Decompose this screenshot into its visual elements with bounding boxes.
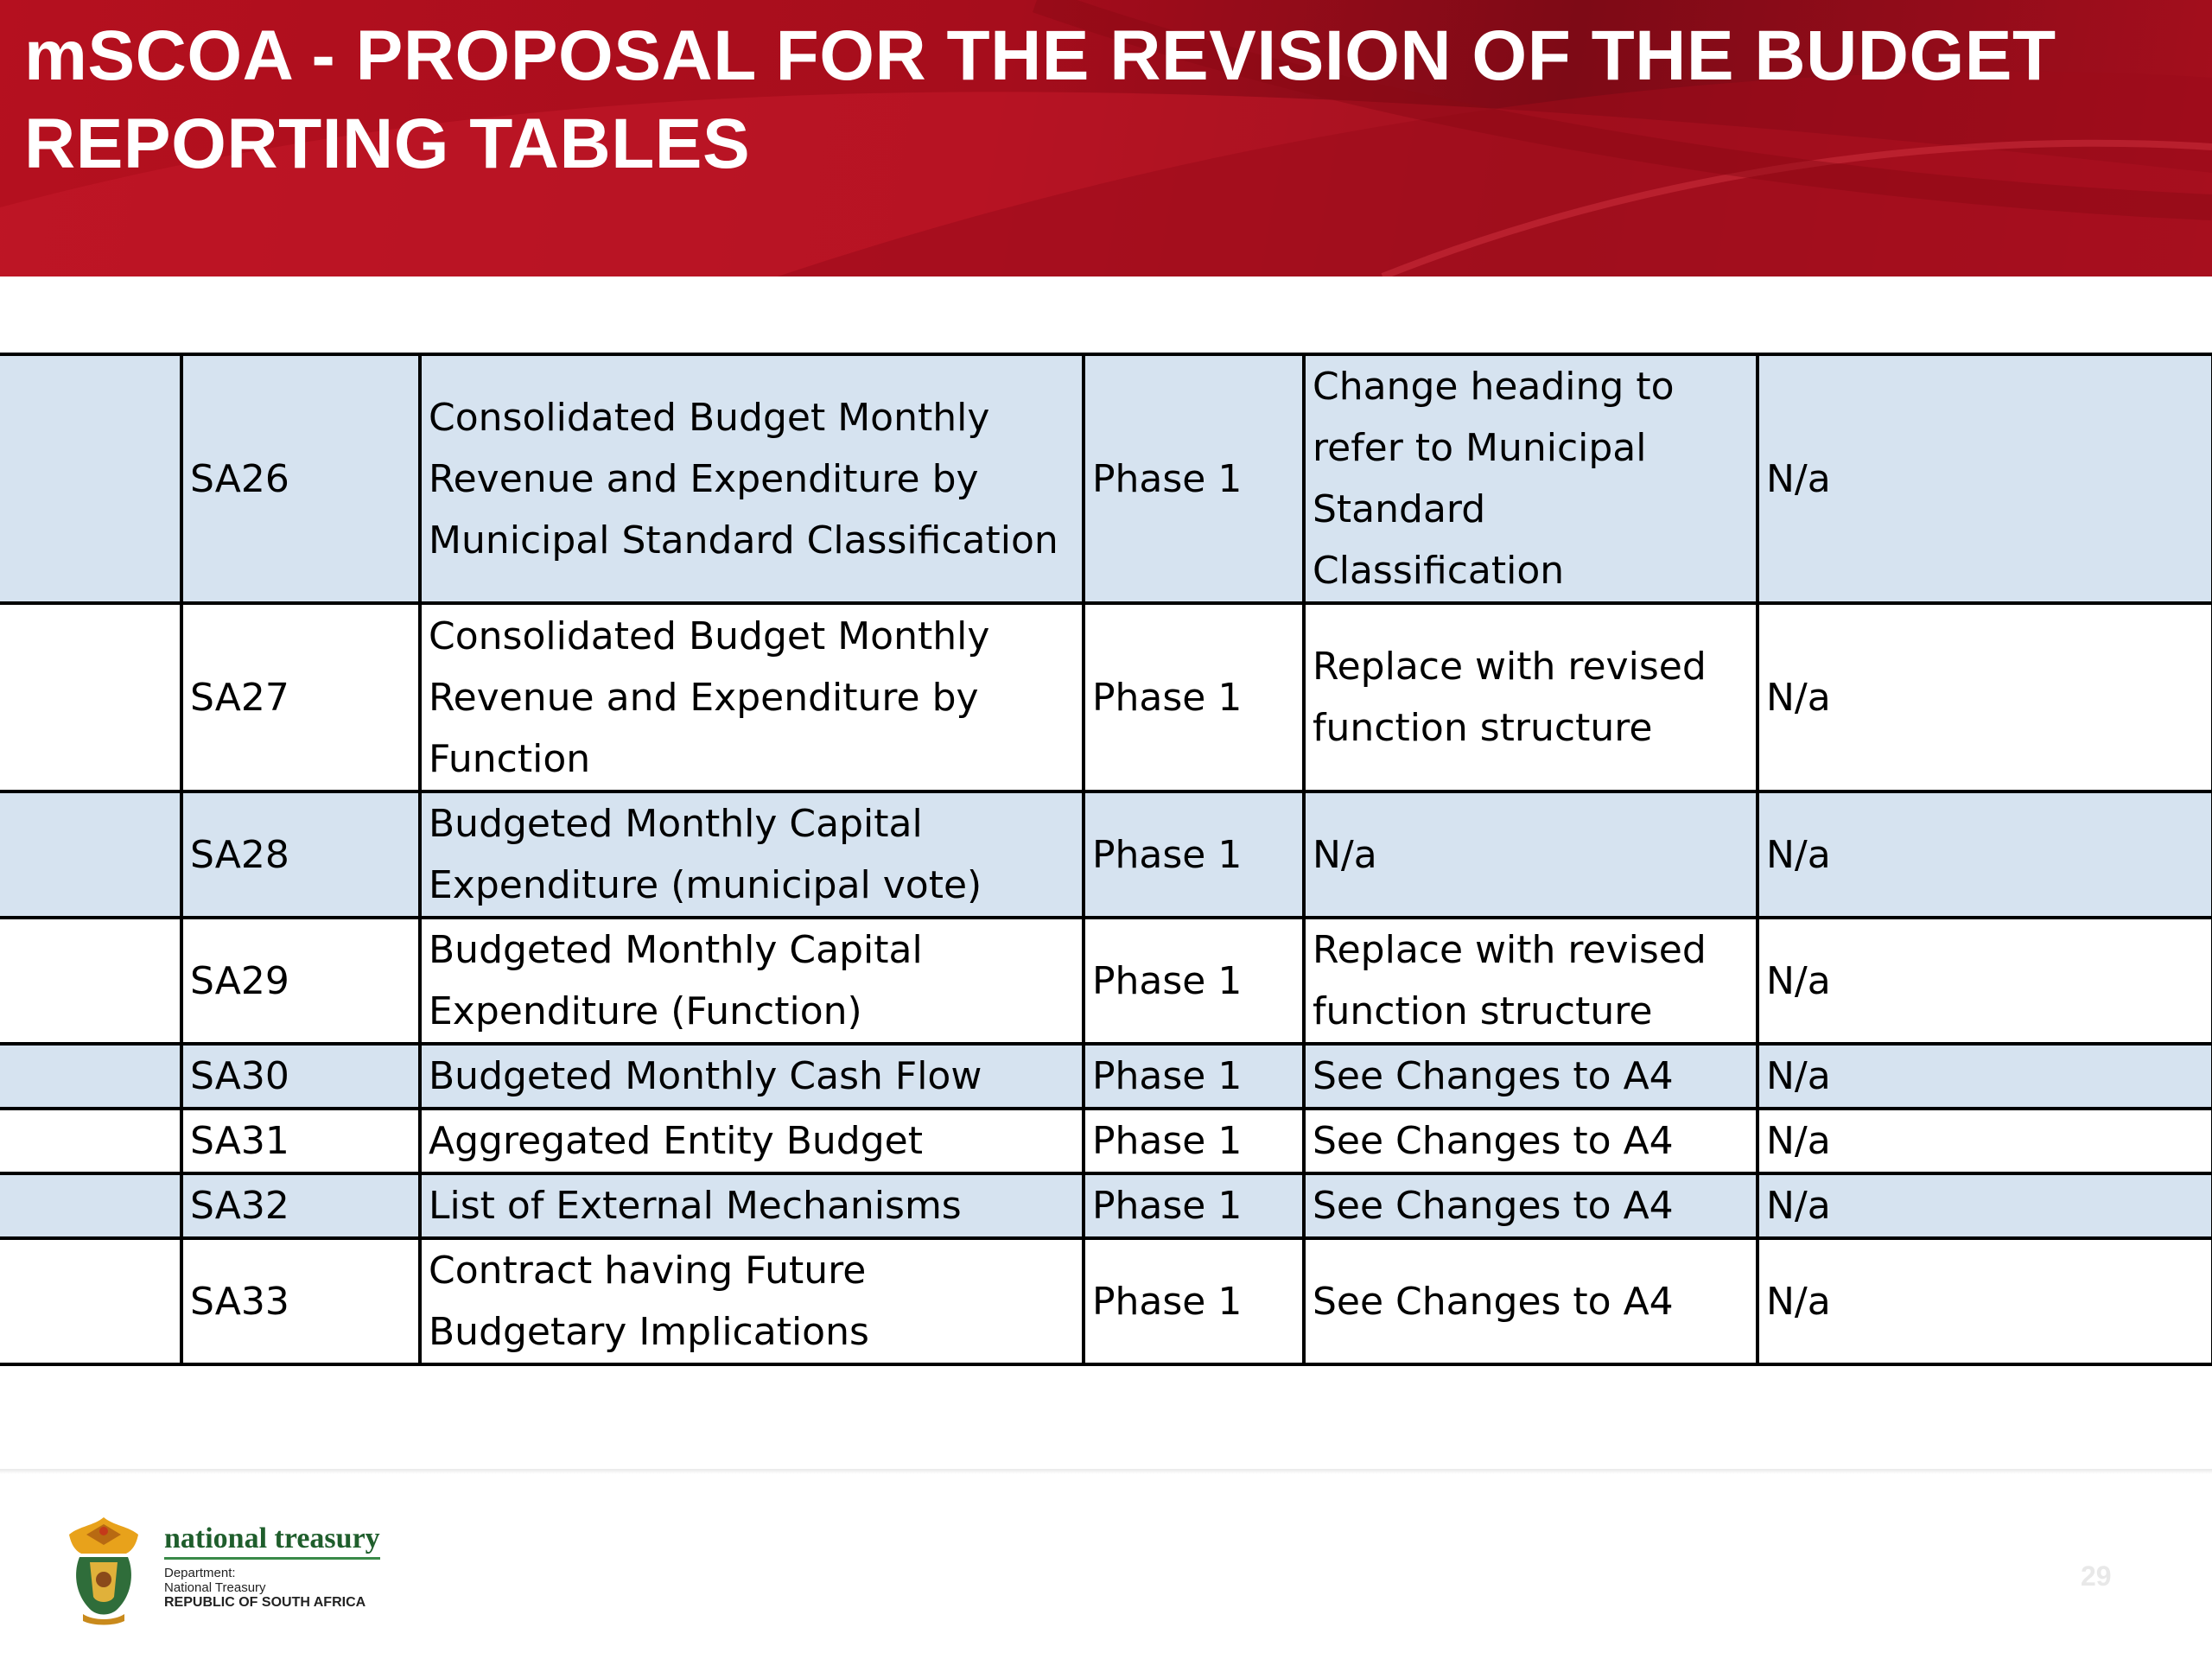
header-banner	[0, 0, 2212, 276]
table-other-cell: N/a	[1758, 1044, 2212, 1109]
table-phase-cell: Phase 1	[1084, 918, 1304, 1044]
table-row	[0, 791, 2212, 918]
row-blank-cell	[0, 603, 181, 791]
brand-name: national treasury	[164, 1522, 380, 1560]
country-name: REPUBLIC OF SOUTH AFRICA	[164, 1595, 366, 1610]
row-blank-cell	[0, 1109, 181, 1173]
table-row	[0, 1238, 2212, 1364]
table-description-cell: Budgeted Monthly Capital Expenditure (municipal vote)	[420, 791, 1084, 918]
row-blank-cell	[0, 354, 181, 603]
table-description-cell: Consolidated Budget Monthly Revenue and Expenditure by Municipal Standard Classification	[420, 354, 1084, 603]
table-phase-cell: Phase 1	[1084, 1238, 1304, 1364]
table-phase-cell: Phase 1	[1084, 603, 1304, 791]
row-blank-cell	[0, 1173, 181, 1238]
table-phase-cell: Phase 1	[1084, 791, 1304, 918]
row-blank-cell	[0, 791, 181, 918]
table-other-cell: N/a	[1758, 1173, 2212, 1238]
coat-of-arms-icon	[60, 1514, 147, 1626]
table-description-cell: Budgeted Monthly Cash Flow	[420, 1044, 1084, 1109]
row-blank-cell	[0, 918, 181, 1044]
table-other-cell: N/a	[1758, 1238, 2212, 1364]
table-other-cell: N/a	[1758, 603, 2212, 791]
table-other-cell: N/a	[1758, 918, 2212, 1044]
reporting-tables-table	[0, 353, 2212, 1366]
table-row	[0, 1109, 2212, 1173]
table-change-cell: See Changes to A4	[1304, 1109, 1758, 1173]
table-other-cell: N/a	[1758, 1109, 2212, 1173]
table-other-cell: N/a	[1758, 791, 2212, 918]
page-number: 29	[2081, 1560, 2112, 1592]
table-code-cell: SA29	[181, 918, 420, 1044]
department-label: Department:	[164, 1566, 236, 1580]
table-phase-cell: Phase 1	[1084, 1173, 1304, 1238]
table-change-cell: See Changes to A4	[1304, 1238, 1758, 1364]
table-row	[0, 354, 2212, 603]
table-description-cell: List of External Mechanisms	[420, 1173, 1084, 1238]
row-blank-cell	[0, 1238, 181, 1364]
table-code-cell: SA28	[181, 791, 420, 918]
table-phase-cell: Phase 1	[1084, 1044, 1304, 1109]
department-block	[164, 1566, 365, 1610]
table-row	[0, 603, 2212, 791]
table-change-cell: See Changes to A4	[1304, 1173, 1758, 1238]
table-phase-cell: Phase 1	[1084, 354, 1304, 603]
table-change-cell: Replace with revised function structure	[1304, 918, 1758, 1044]
table-code-cell: SA33	[181, 1238, 420, 1364]
table-row	[0, 1044, 2212, 1109]
page-title: mSCOA - PROPOSAL FOR THE REVISION OF THE BUDGET REPORTING TABLES	[24, 16, 2056, 183]
table-change-cell: Replace with revised function structure	[1304, 603, 1758, 791]
table-change-cell: See Changes to A4	[1304, 1044, 1758, 1109]
table-change-cell: Change heading to refer to Municipal Standard Classification	[1304, 354, 1758, 603]
row-blank-cell	[0, 1044, 181, 1109]
table-code-cell: SA31	[181, 1109, 420, 1173]
table-description-cell: Consolidated Budget Monthly Revenue and Expenditure by Function	[420, 603, 1084, 791]
table-other-cell: N/a	[1758, 354, 2212, 603]
table-code-cell: SA26	[181, 354, 420, 603]
table-code-cell: SA27	[181, 603, 420, 791]
table-description-cell: Aggregated Entity Budget	[420, 1109, 1084, 1173]
table-row	[0, 1173, 2212, 1238]
table-description-cell: Budgeted Monthly Capital Expenditure (Function)	[420, 918, 1084, 1044]
table-change-cell: N/a	[1304, 791, 1758, 918]
department-name: National Treasury	[164, 1580, 266, 1595]
table-row	[0, 918, 2212, 1044]
table-description-cell: Contract having Future Budgetary Implications	[420, 1238, 1084, 1364]
table-code-cell: SA30	[181, 1044, 420, 1109]
table-code-cell: SA32	[181, 1173, 420, 1238]
footer-divider	[0, 1469, 2212, 1474]
table-phase-cell: Phase 1	[1084, 1109, 1304, 1173]
